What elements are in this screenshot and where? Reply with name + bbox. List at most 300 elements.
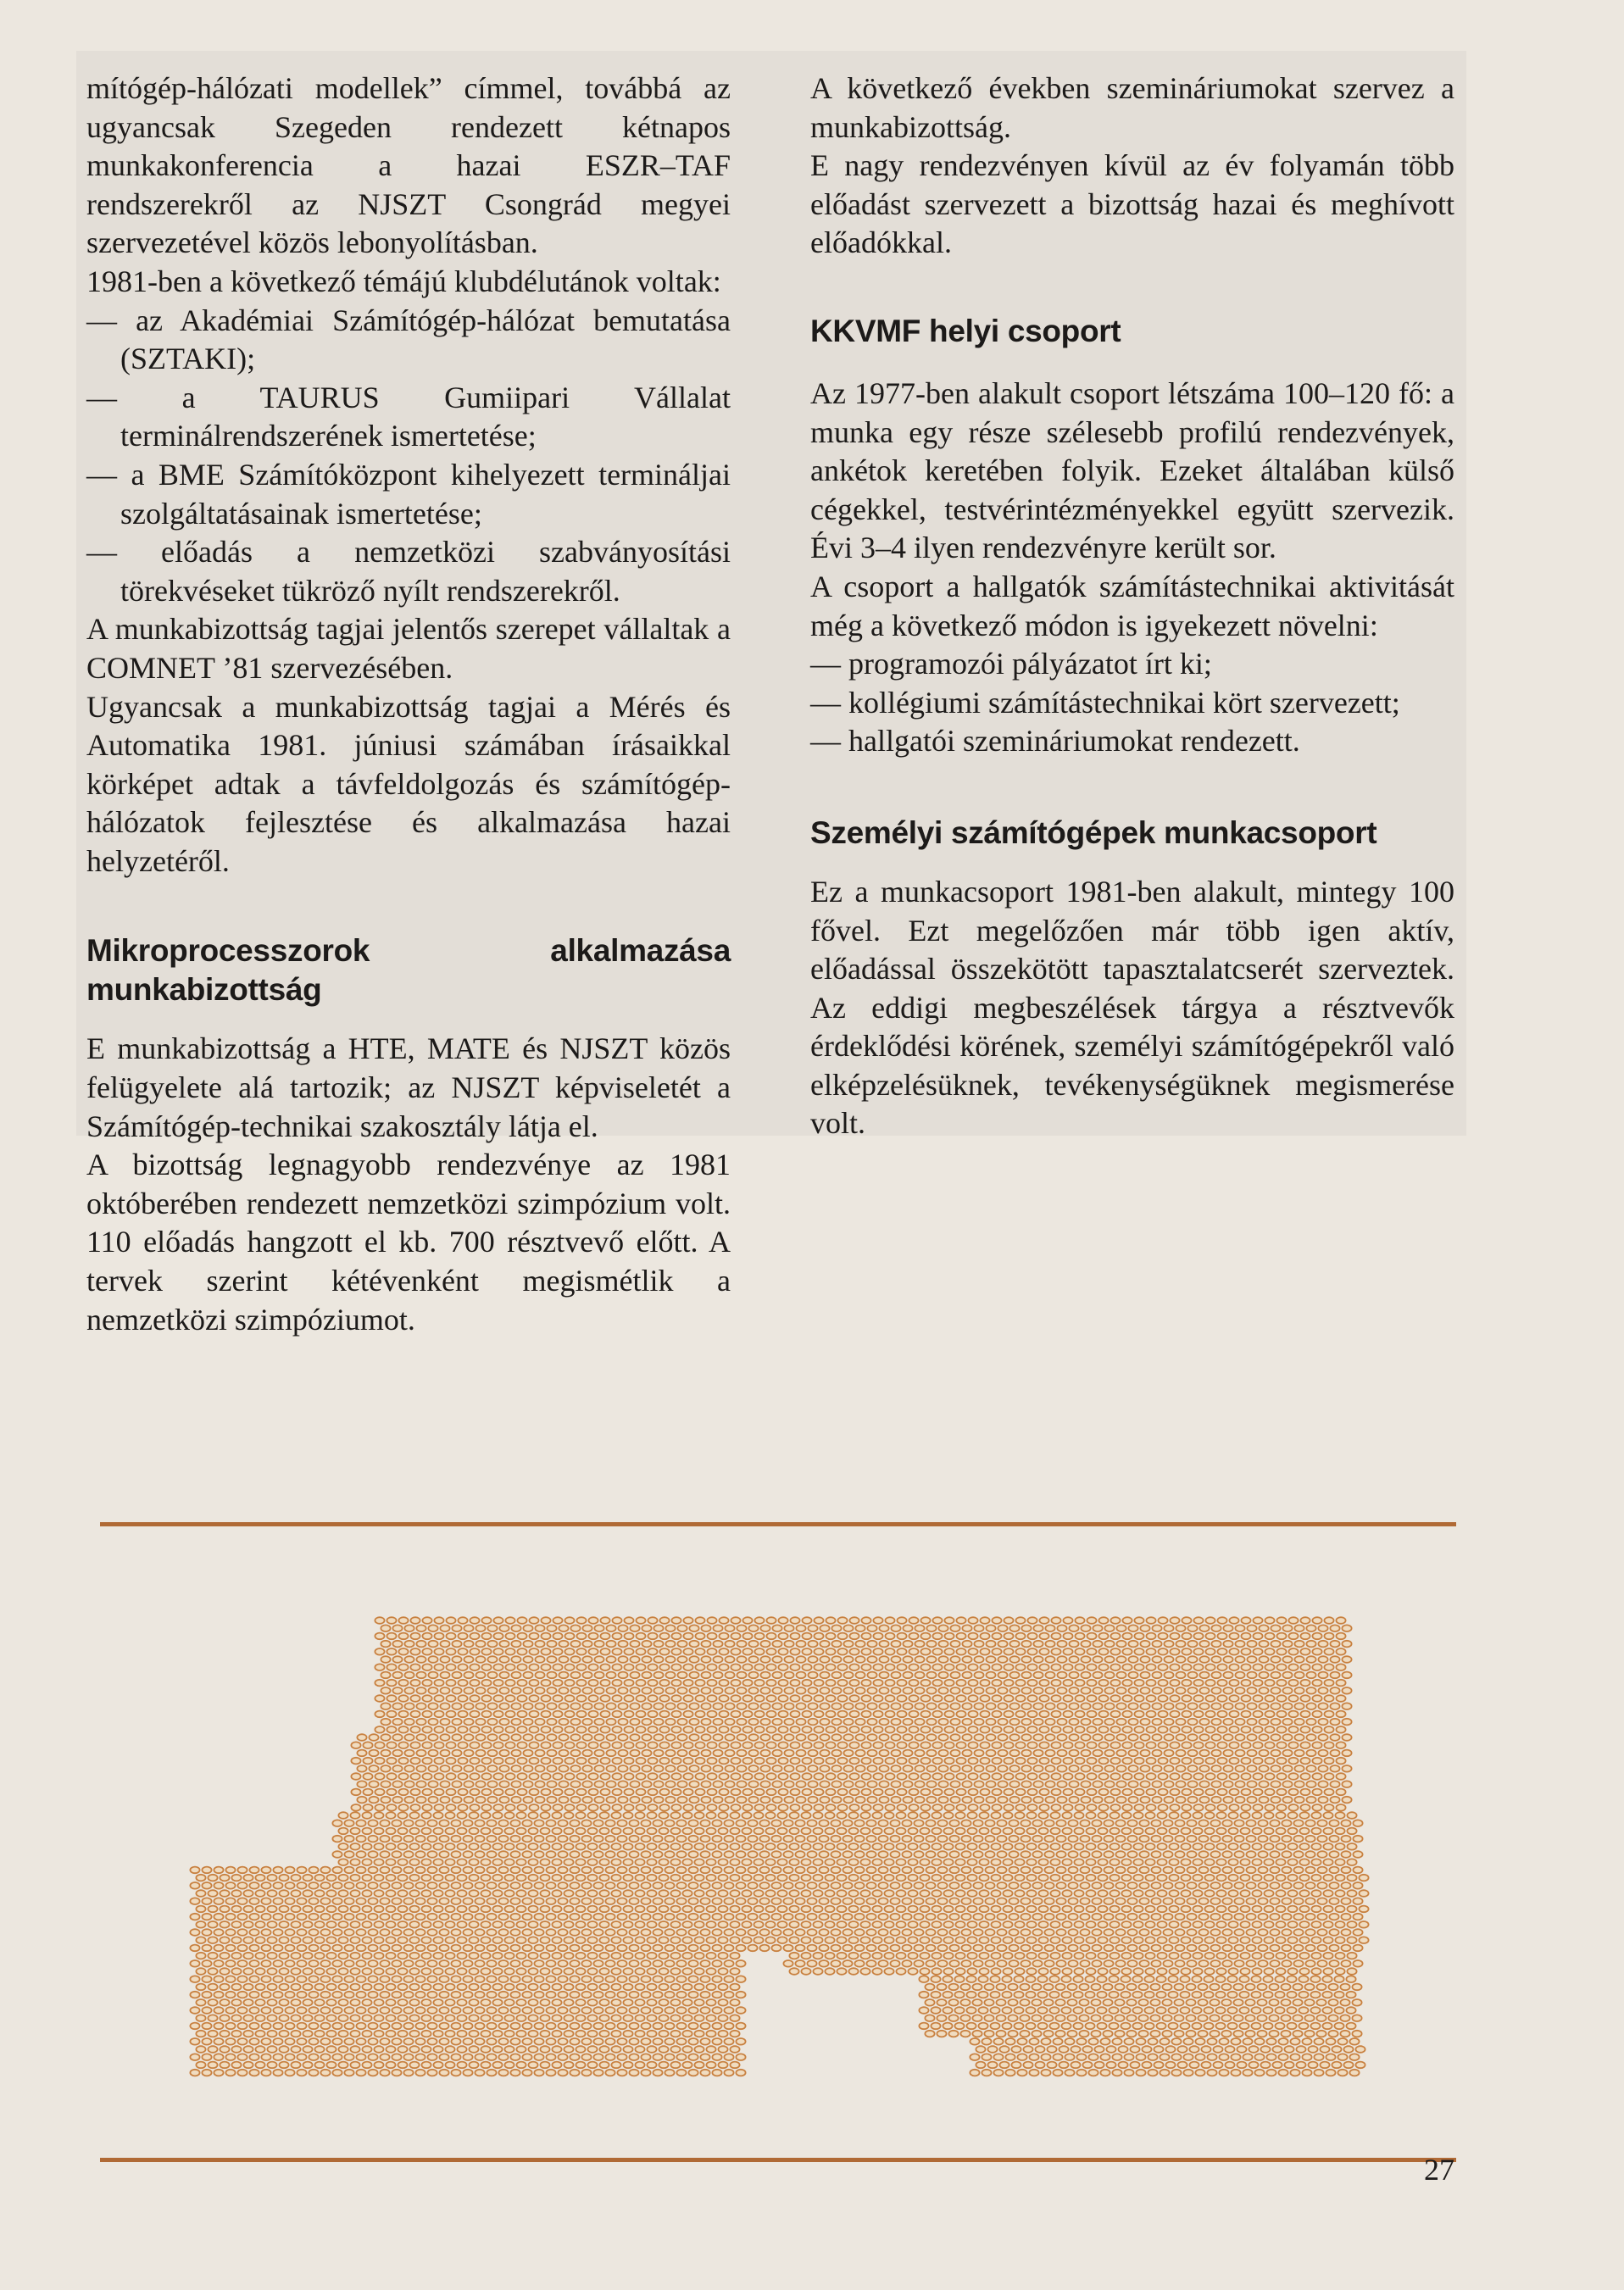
dot: [712, 1945, 721, 1952]
dot: [938, 1734, 948, 1741]
dot: [623, 2046, 632, 2053]
dot: [848, 1812, 858, 1819]
dot: [1075, 1773, 1084, 1780]
dot: [867, 1797, 876, 1804]
dot: [1151, 1882, 1160, 1889]
dot: [718, 1890, 727, 1897]
dot: [476, 1641, 485, 1648]
dot: [350, 2015, 359, 2021]
dot: [1294, 1750, 1304, 1757]
dot: [861, 1648, 870, 1655]
dot: [1032, 2015, 1041, 2021]
dot: [648, 1711, 657, 1718]
dot: [320, 1898, 330, 1904]
dot: [670, 1843, 680, 1850]
dot: [1246, 1898, 1255, 1904]
dot: [1353, 1882, 1362, 1889]
dot: [1110, 1906, 1119, 1913]
dot: [523, 1672, 532, 1679]
dot: [1320, 2046, 1329, 2053]
dot: [854, 1960, 864, 1967]
dot: [1294, 1734, 1304, 1741]
dot: [724, 1929, 733, 1936]
dot: [926, 1867, 935, 1874]
dot: [410, 1773, 420, 1780]
dot: [665, 1960, 674, 1967]
dot: [1145, 1843, 1154, 1850]
dot: [498, 1851, 508, 1858]
dot: [576, 1617, 586, 1624]
dot: [1093, 1797, 1102, 1804]
dot: [565, 1617, 574, 1624]
dot: [760, 1625, 770, 1631]
dot: [1164, 1765, 1173, 1772]
dot: [1004, 1726, 1013, 1733]
dot: [919, 1992, 928, 1998]
dot: [1038, 1968, 1048, 1975]
dot: [492, 1859, 502, 1865]
dot: [724, 1820, 733, 1826]
dot: [356, 2054, 365, 2060]
dot: [1050, 1921, 1059, 1928]
dot: [611, 2015, 620, 2021]
dot: [891, 1797, 900, 1804]
dot: [1080, 1836, 1089, 1843]
dot: [1210, 1914, 1220, 1920]
dot: [1199, 1703, 1209, 1709]
dot: [1270, 1898, 1279, 1904]
dot: [415, 1867, 425, 1874]
dot: [392, 1656, 402, 1663]
dot: [492, 1968, 502, 1975]
dot: [1282, 1687, 1292, 1694]
dot: [718, 1906, 727, 1913]
dot: [820, 1750, 829, 1757]
dot: [967, 1828, 976, 1835]
dot: [1045, 1750, 1054, 1757]
dot: [493, 1711, 503, 1718]
dot: [1145, 1859, 1154, 1865]
dot: [659, 1804, 669, 1811]
dot: [635, 2015, 644, 2021]
dot: [1175, 1820, 1184, 1826]
dot: [208, 2062, 217, 2069]
dot: [647, 1812, 656, 1819]
dot: [208, 2046, 217, 2053]
dot: [885, 1758, 894, 1765]
dot: [926, 1625, 936, 1631]
dot: [778, 1742, 787, 1748]
dot: [731, 1648, 740, 1655]
dot: [445, 1828, 454, 1835]
dot: [1349, 2038, 1359, 2045]
dot: [694, 1875, 704, 1881]
dot: [1235, 1719, 1244, 1726]
dot: [653, 1976, 662, 1982]
dot: [516, 1906, 526, 1913]
dot: [570, 1914, 579, 1920]
dot: [392, 1765, 402, 1772]
dot: [1062, 1828, 1071, 1835]
dot: [1037, 1976, 1047, 1982]
dot: [1061, 1976, 1071, 1982]
dot: [623, 1859, 632, 1865]
dot: [564, 2046, 573, 2053]
dot: [1193, 1726, 1203, 1733]
dot: [476, 1656, 485, 1663]
dot: [915, 1734, 924, 1741]
dot: [1175, 1898, 1184, 1904]
dot: [457, 1968, 466, 1975]
dot: [446, 1648, 455, 1655]
dot: [540, 1843, 549, 1850]
dot: [510, 2023, 520, 2030]
dot: [784, 1656, 793, 1663]
dot: [996, 2031, 1005, 2037]
dot: [1204, 1976, 1213, 1982]
dot: [1146, 1758, 1155, 1765]
dot: [422, 1804, 431, 1811]
dot: [813, 1812, 822, 1819]
dot: [505, 1633, 514, 1640]
dot: [386, 1921, 395, 1928]
dot: [1121, 1843, 1131, 1850]
dot: [932, 1937, 941, 1943]
dot: [1347, 1906, 1356, 1913]
dot: [831, 1703, 841, 1709]
dot: [611, 2031, 620, 2037]
dot: [552, 1984, 561, 1991]
dot: [415, 1960, 425, 1967]
dot: [932, 1633, 942, 1640]
dot: [564, 1968, 573, 1975]
dot: [421, 1875, 431, 1881]
dot: [1210, 1867, 1220, 1874]
dot: [1136, 2038, 1145, 2045]
dot: [1316, 1999, 1326, 2006]
dot: [718, 1812, 727, 1819]
dot: [1276, 1953, 1285, 1959]
dot: [796, 1703, 805, 1709]
dot: [955, 1921, 965, 1928]
dot: [867, 1750, 876, 1757]
dot: [694, 1859, 704, 1865]
dot: [848, 1875, 858, 1881]
dot: [611, 1906, 620, 1913]
dot: [1241, 1804, 1250, 1811]
dot: [1004, 1695, 1013, 1702]
dot: [1247, 1703, 1256, 1709]
dot: [1324, 1742, 1333, 1748]
dot: [255, 1890, 264, 1897]
dot: [332, 2054, 342, 2060]
dot: [1251, 2007, 1260, 2014]
dot: [535, 1797, 544, 1804]
dot: [1264, 1812, 1273, 1819]
dot: [867, 1656, 876, 1663]
dot: [1104, 1703, 1114, 1709]
dot: [961, 1820, 971, 1826]
dot: [1051, 1789, 1060, 1796]
dot: [433, 1968, 442, 1975]
dot: [1062, 1906, 1071, 1913]
dot: [1093, 1734, 1102, 1741]
dot: [1009, 1703, 1019, 1709]
dot: [457, 1828, 466, 1835]
dot: [553, 1680, 562, 1687]
dot: [522, 2054, 531, 2060]
dot: [1104, 1960, 1113, 1967]
dot: [1211, 1750, 1221, 1757]
dot: [1193, 1968, 1202, 1975]
dot: [707, 1804, 716, 1811]
dot: [374, 1984, 383, 1991]
dot: [403, 2054, 413, 2060]
dot: [908, 1937, 917, 1943]
dot: [1116, 1641, 1126, 1648]
dot: [457, 1875, 466, 1881]
dot: [1104, 1914, 1113, 1920]
dot: [421, 2046, 431, 2053]
dot: [1109, 1976, 1118, 1982]
dot: [464, 1672, 473, 1679]
dot: [237, 1929, 247, 1936]
dot: [356, 1945, 365, 1952]
dot: [801, 1906, 810, 1913]
dot: [481, 1999, 490, 2006]
dot: [1069, 1797, 1078, 1804]
dot: [754, 1843, 763, 1850]
dot: [897, 1711, 906, 1718]
dot: [641, 1820, 650, 1826]
dot: [694, 1921, 704, 1928]
dot: [1086, 1937, 1095, 1943]
dot: [344, 1945, 353, 1952]
dot: [1249, 2046, 1258, 2053]
dot: [249, 2023, 259, 2030]
dot: [1229, 1648, 1238, 1655]
dot: [837, 1906, 846, 1913]
dot: [1009, 1656, 1019, 1663]
dot: [802, 1773, 811, 1780]
dot: [326, 2046, 336, 2053]
dot: [469, 1875, 478, 1881]
dot: [570, 2054, 579, 2060]
dot: [375, 1789, 384, 1796]
dot: [522, 1960, 531, 1967]
dot: [1039, 1664, 1048, 1670]
dot: [1338, 2054, 1347, 2060]
dot: [1192, 1976, 1201, 1982]
dot: [848, 1953, 858, 1959]
dot: [564, 1875, 573, 1881]
dot: [802, 1664, 811, 1670]
dot: [409, 1875, 419, 1881]
dot: [463, 2038, 472, 2045]
dot: [487, 1625, 497, 1631]
dot: [202, 1914, 211, 1920]
dot: [1216, 1843, 1226, 1850]
dot: [1094, 2046, 1104, 2053]
dot: [1140, 1703, 1149, 1709]
dot: [1193, 1664, 1203, 1670]
dot: [677, 1765, 687, 1772]
dot: [344, 1960, 353, 1967]
dot: [1227, 1992, 1237, 1998]
dot: [1276, 1711, 1286, 1718]
dot: [481, 1711, 491, 1718]
dot: [718, 2015, 727, 2021]
dot: [765, 1921, 775, 1928]
dot: [415, 2054, 425, 2060]
dot: [903, 1625, 912, 1631]
dot: [1288, 1812, 1297, 1819]
dot: [1057, 1765, 1066, 1772]
dot: [593, 1945, 603, 1952]
dot: [1270, 1820, 1279, 1826]
dot: [813, 1906, 822, 1913]
dot: [1140, 1625, 1149, 1631]
dot: [648, 1789, 657, 1796]
dot: [1151, 1945, 1160, 1952]
dot: [593, 1929, 603, 1936]
dot: [1312, 1789, 1321, 1796]
dot: [1087, 1680, 1096, 1687]
dot: [1051, 1680, 1060, 1687]
dot: [605, 1914, 615, 1920]
dot: [879, 1734, 888, 1741]
dot: [1195, 2054, 1204, 2060]
dot: [1199, 1672, 1209, 1679]
dot: [636, 1758, 645, 1765]
dot: [1346, 2007, 1355, 2014]
dot: [873, 1680, 882, 1687]
dot: [915, 1750, 924, 1757]
dot: [1282, 1672, 1292, 1679]
dot: [1027, 1648, 1037, 1655]
dot: [1086, 1843, 1095, 1850]
dot: [1098, 1664, 1108, 1670]
dot: [534, 1992, 543, 1998]
dot: [499, 1781, 509, 1787]
dot: [1176, 1750, 1185, 1757]
dot: [510, 2038, 520, 2045]
dot: [1211, 1765, 1221, 1772]
dot: [1310, 1992, 1320, 1998]
dot: [1116, 1687, 1126, 1694]
dot: [1067, 2031, 1076, 2037]
dot: [1324, 1680, 1333, 1687]
dot: [949, 1960, 959, 1967]
dot: [1347, 1953, 1356, 1959]
dot: [427, 1867, 437, 1874]
dot: [1152, 1750, 1161, 1757]
dot: [1253, 1633, 1262, 1640]
dot: [1104, 1672, 1114, 1679]
dot: [415, 1992, 425, 1998]
dot: [1146, 1711, 1155, 1718]
dot: [676, 1820, 686, 1826]
dot: [1234, 1867, 1243, 1874]
dot: [1294, 1687, 1304, 1694]
dot: [451, 1960, 460, 1967]
dot: [636, 1664, 645, 1670]
dot: [1288, 1648, 1298, 1655]
dot: [966, 1992, 976, 1998]
dot: [932, 1968, 941, 1975]
dot: [587, 1859, 597, 1865]
dot: [1240, 1859, 1249, 1865]
dot: [1169, 1843, 1178, 1850]
dot: [719, 1789, 728, 1796]
dot: [470, 1633, 479, 1640]
dot: [528, 1812, 537, 1819]
dot: [695, 1711, 704, 1718]
dot: [1110, 1680, 1120, 1687]
dot: [1324, 1789, 1333, 1796]
dot: [1032, 1984, 1041, 1991]
dot: [932, 1812, 941, 1819]
dot: [529, 1648, 538, 1655]
dot: [1265, 1680, 1274, 1687]
dot: [375, 1648, 384, 1655]
dot: [1192, 1992, 1201, 1998]
dot: [1003, 1921, 1012, 1928]
dot: [960, 1999, 970, 2006]
dot: [903, 1656, 912, 1663]
dot: [1044, 1929, 1054, 1936]
dot: [326, 1906, 336, 1913]
dot: [967, 1890, 976, 1897]
dot: [1098, 1680, 1108, 1687]
dot: [1347, 1828, 1356, 1835]
dot: [1003, 1906, 1012, 1913]
dot: [986, 1719, 995, 1726]
dot: [605, 2007, 615, 2014]
dot: [1157, 1828, 1166, 1835]
dot: [624, 1726, 633, 1733]
dot: [848, 1921, 858, 1928]
dot: [878, 1960, 887, 1967]
dot: [1144, 1992, 1154, 1998]
dot: [1087, 1695, 1096, 1702]
dot: [1134, 1742, 1143, 1748]
dot: [956, 1664, 965, 1670]
dot: [914, 1882, 923, 1889]
dot: [1311, 1828, 1321, 1835]
dot: [1033, 1734, 1043, 1741]
dot: [1164, 1719, 1173, 1726]
dot: [220, 2046, 229, 2053]
dot: [1235, 1750, 1244, 1757]
dot: [961, 1836, 971, 1843]
dot: [1009, 1797, 1019, 1804]
dot: [576, 1968, 585, 1975]
dot: [831, 1929, 840, 1936]
dot: [1049, 1992, 1059, 1998]
dot: [897, 1648, 906, 1655]
dot: [285, 1867, 294, 1874]
dot: [647, 2031, 656, 2037]
dot: [350, 1906, 359, 1913]
dot: [718, 1999, 727, 2006]
dot: [309, 1992, 318, 1998]
dot: [617, 2038, 626, 2045]
dot: [1293, 1836, 1303, 1843]
dot: [1259, 1719, 1268, 1726]
dot: [683, 1680, 692, 1687]
dot: [463, 1960, 472, 1967]
